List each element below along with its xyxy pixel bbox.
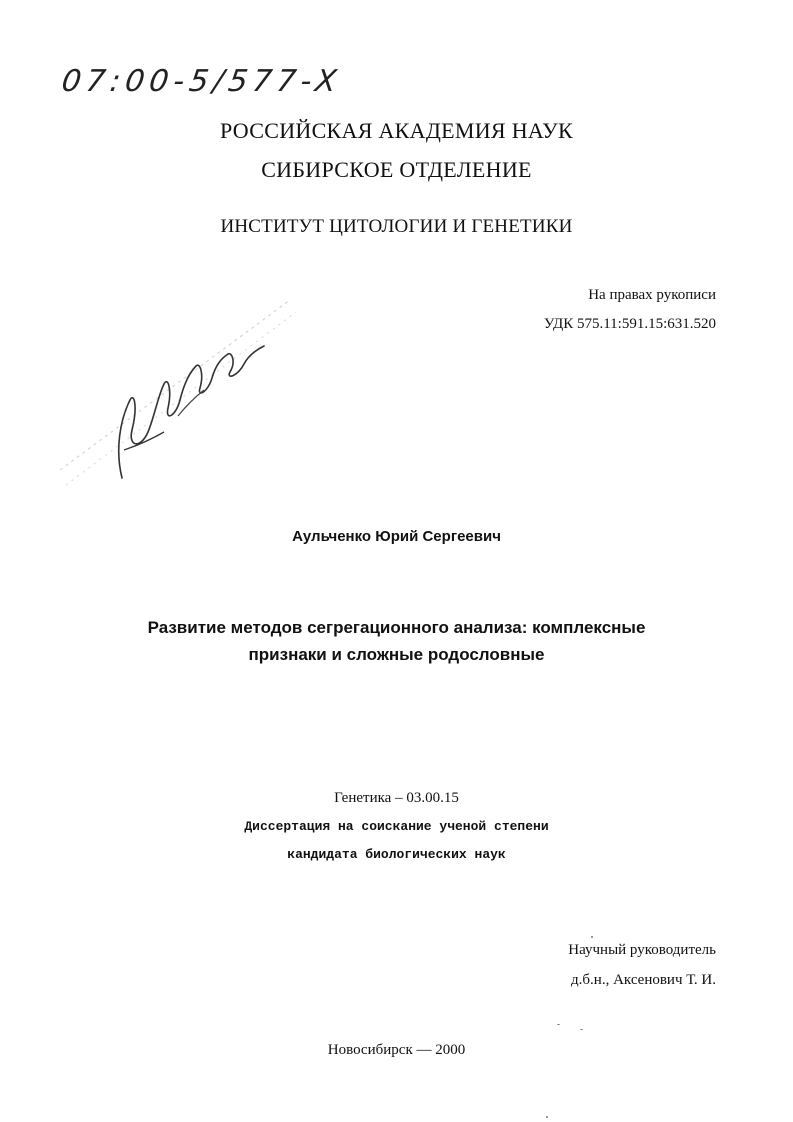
scan-speck [557, 1024, 560, 1025]
supervisor-label: Научный руководитель [568, 942, 716, 958]
organization-name: РОССИЙСКАЯ АКАДЕМИЯ НАУК [219, 118, 573, 143]
title-line-2: признаки и сложные родословные [248, 645, 545, 664]
scan-speck [580, 1029, 583, 1030]
organization-division: СИБИРСКОЕ ОТДЕЛЕНИЕ [261, 157, 532, 182]
specialty-code: Генетика – 03.00.15 [334, 790, 459, 806]
title-line-1: Развитие методов сегрегационного анализа: комплексные [147, 618, 646, 637]
place-and-year: Новосибирск — 2000 [327, 1042, 466, 1058]
manuscript-note: На правах рукописи [588, 287, 716, 303]
author-name: Аульченко Юрий Сергеевич [292, 528, 501, 545]
degree-line-1: Диссертация на соискание ученой степени [244, 819, 549, 834]
udk-code: УДК 575.11:591.15:631.520 [543, 316, 716, 332]
archive-number: 07:00-5/577-X [59, 64, 344, 99]
institute-name: ИНСТИТУТ ЦИТОЛОГИИ И ГЕНЕТИКИ [220, 216, 573, 237]
dissertation-title [0, 614, 793, 668]
scan-speck [546, 1116, 548, 1118]
supervisor-name: д.б.н., Аксенович Т. И. [571, 972, 716, 988]
degree-line-2: кандидата биологических наук [287, 847, 506, 862]
author-signature [60, 300, 300, 490]
scan-speck [591, 936, 593, 938]
